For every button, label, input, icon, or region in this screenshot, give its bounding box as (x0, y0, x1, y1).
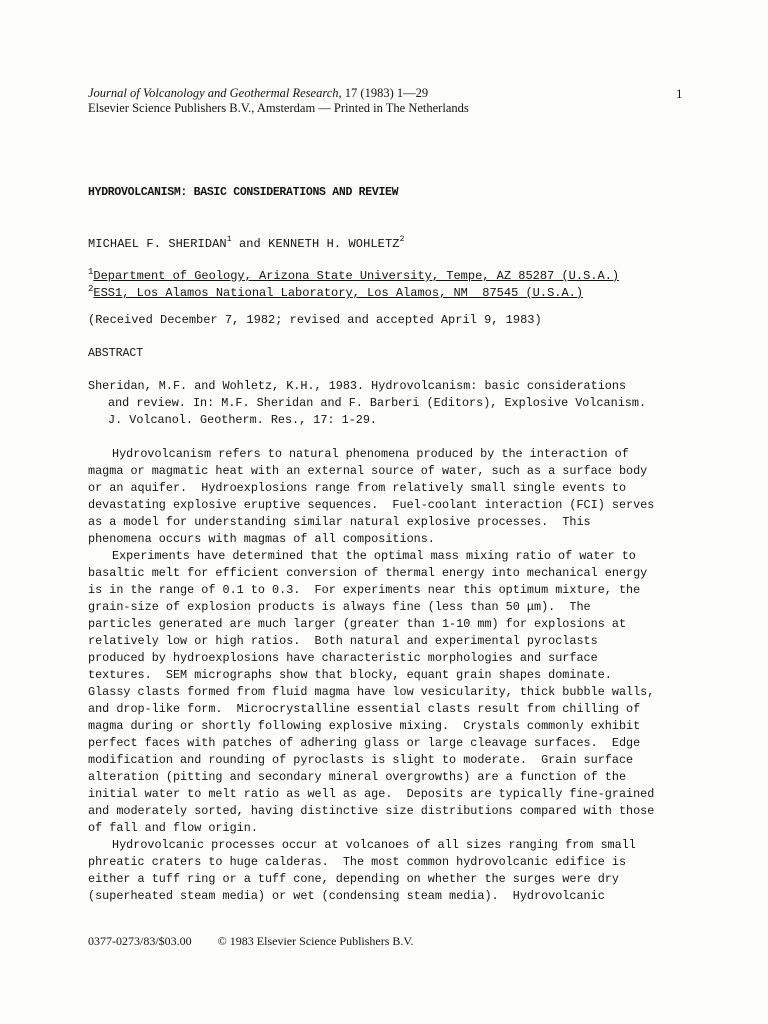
abstract-line: devastating explosive eruptive sequences. Fuel-coolant interaction (FCI) serves (88, 498, 655, 512)
author-line (88, 237, 404, 251)
page-footer (88, 934, 414, 949)
abstract-line: phenomena occurs with magmas of all compositions. (88, 532, 435, 546)
citation-line: and review. In: M.F. Sheridan and F. Barberi (Editors), Explosive Volcanism. (108, 396, 647, 410)
abstract-line: (superheated steam media) or wet (condensing steam media). Hydrovolcanic (88, 889, 605, 903)
affiliation-line (88, 285, 619, 302)
abstract-line: alteration (pitting and secondary mineral overgrowths) are a function of the (88, 770, 627, 784)
affiliation-mark: 1 (226, 235, 232, 244)
abstract-line: perfect faces with patches of adhering glass or large cleavage surfaces. Edge (88, 736, 641, 750)
copyright-notice: © 1983 Elsevier Science Publishers B.V. (217, 934, 414, 948)
abstract-line: magma or magmatic heat with an external source of water, such as a surface body (88, 464, 648, 478)
abstract-line: phreatic craters to huge calderas. The most common hydrovolcanic edifice is (88, 855, 627, 869)
article-code: 0377-0273/83/$03.00 (88, 934, 192, 948)
abstract-line: basaltic melt for efficient conversion of thermal energy into mechanical energy (88, 566, 648, 580)
abstract-line: of fall and flow origin. (88, 821, 258, 835)
abstract-line: and moderately sorted, having distinctive size distributions compared with those (88, 804, 655, 818)
abstract-line: Experiments have determined that the optimal mass mixing ratio of water to (112, 549, 636, 563)
journal-citation-line (88, 86, 469, 101)
abstract-line: Hydrovolcanism refers to natural phenomena produced by the interaction of (112, 447, 629, 461)
abstract-line: is in the range of 0.1 to 0.3. For experiments near this optimum mixture, the (88, 583, 641, 597)
abstract-line: as a model for understanding similar natural explosive processes. This (88, 515, 591, 529)
abstract-line: and drop-like form. Microcrystalline essential clasts result from chilling of (88, 702, 641, 716)
affiliation-text: Department of Geology, Arizona State University, Tempe, AZ 85287 (U.S.A.) (93, 269, 620, 283)
affiliation-line (88, 268, 619, 285)
abstract-line: particles generated are much larger (greater than 1-10 mm) for explosions at (88, 617, 627, 631)
abstract-line: Hydrovolcanic processes occur at volcanoes of all sizes ranging from small (112, 838, 636, 852)
citation-line: J. Volcanol. Geotherm. Res., 17: 1-29. (108, 413, 378, 427)
citation-line: Sheridan, M.F. and Wohletz, K.H., 1983. Hydrovolcanism: basic considerations (88, 379, 627, 393)
affiliation-mark: 1 (88, 267, 94, 277)
received-dates: (Received December 7, 1982; revised and accepted April 9, 1983) (88, 313, 542, 327)
volume-pages: 17 (1983) 1—29 (341, 86, 429, 100)
abstract-line: modification and rounding of pyroclasts is slight to moderate. Grain surface (88, 753, 634, 767)
abstract-line: initial water to melt ratio as well as age. Deposits are typically fine-grained (88, 787, 655, 801)
affiliation-mark: 2 (88, 284, 94, 294)
abstract-heading: ABSTRACT (88, 347, 144, 360)
abstract-citation (88, 378, 678, 429)
abstract-line: relatively low or high ratios. Both natural and experimental pyroclasts (88, 634, 598, 648)
affiliation-mark: 2 (399, 235, 405, 244)
author-name: MICHAEL F. SHERIDAN (88, 237, 227, 251)
abstract-body (88, 446, 688, 905)
publisher-line: Elsevier Science Publishers B.V., Amsterdam — Printed in The Netherlands (88, 101, 469, 115)
abstract-line: produced by hydroexplosions have characteristic morphologies and surface (88, 651, 598, 665)
author-name: KENNETH H. WOHLETZ (268, 237, 400, 251)
affiliation-text: ESS1, Los Alamos National Laboratory, Los Alamos, NM 87545 (U.S.A.) (93, 286, 584, 300)
abstract-line: Glassy clasts formed from fluid magma have low vesicularity, thick bubble walls, (88, 685, 655, 699)
abstract-line: grain-size of explosion products is always fine (less than 50 μm). The (88, 600, 591, 614)
page-number: 1 (676, 86, 683, 101)
paper-title: HYDROVOLCANISM: BASIC CONSIDERATIONS AND REVIEW (88, 186, 399, 199)
journal-name: Journal of Volcanology and Geothermal Research, (88, 86, 342, 100)
abstract-line: either a tuff ring or a tuff cone, depending on whether the surges were dry (88, 872, 619, 886)
abstract-line: textures. SEM micrographs show that blocky, equant grain shapes dominate. (88, 668, 612, 682)
affiliations (88, 268, 619, 302)
abstract-line: magma during or shortly following explosive mixing. Crystals commonly exhibit (88, 719, 641, 733)
author-conjunction: and (231, 237, 269, 251)
abstract-line: or an aquifer. Hydroexplosions range from relatively small single events to (88, 481, 627, 495)
journal-header (88, 86, 469, 116)
